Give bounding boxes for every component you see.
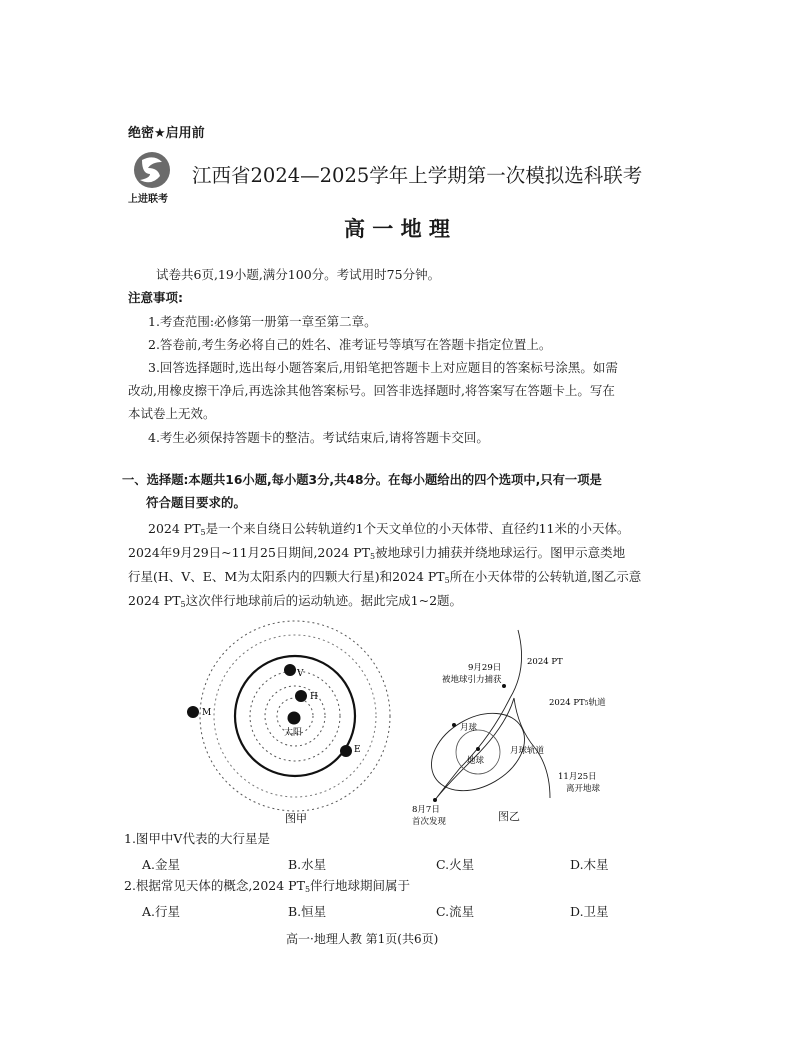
note-item: 3.回答选择题时,选出每小题答案后,用铅笔把答题卡上对应题目的答案标号涂黑。如需 [148,360,618,375]
pt-label: 2024 PT [527,657,563,667]
planet-m-icon [187,706,199,718]
section-heading-cont: 符合题目要求的。 [146,495,247,510]
exam-intro: 试卷共6页,19小题,满分100分。考试用时75分钟。 [156,267,441,282]
note-item: 改动,用橡皮擦干净后,再选涂其他答案标号。回答非选择题时,将答案写在答题卡上。写在 [128,383,615,398]
planet-h-label: H [310,692,318,702]
moon-icon [452,723,456,727]
confidential-label: 绝密★启用前 [128,126,205,141]
note-item: 1.考查范围:必修第一册第一章至第二章。 [148,314,377,329]
question-stem: 1.图甲中V代表的大行星是 [124,831,270,846]
option-d: D.木星 [570,857,609,872]
planet-v-icon [284,664,296,676]
note-item: 2.答卷前,考生务必将自己的姓名、准考证号等填写在答题卡指定位置上。 [148,337,552,352]
moon-label: 月球 [460,723,478,733]
passage-line: 2024 $PT_5$这次伴行地球前后的运动轨迹。据此完成1~2题。 [128,593,463,609]
figure-a-orbits [180,618,420,828]
earth-icon [476,747,480,751]
option-a: A.金星 [142,857,181,872]
sun-icon [288,712,301,725]
leave-text-label: 离开地球 [566,784,601,794]
planet-e-label: E [354,745,361,755]
figure-b-caption: 图乙 [498,810,520,823]
question-stem: 2.根据常见天体的概念,2024 $PT_5$伴行地球期间属于 [124,878,411,894]
orbit-label: 2024 PT5轨道 [549,698,606,708]
exam-title: 江西省2024—2025学年上学期第一次模拟选科联考 [192,164,643,187]
passage-line: 行星(H、V、E、M为太阳系内的四颗大行星)和2024 $PT_5$所在小天体带的公转轨道,图乙示意 [128,569,642,585]
option-a: A.行星 [142,904,181,919]
discovery-point-icon [433,798,437,802]
passage-line: 2024 $PT_5$是一个来自绕日公转轨道约1个天文单位的小天体带、直径约11米的小天体。 [148,521,630,537]
option-b: B.恒星 [288,904,327,919]
capture-point-icon [502,684,506,688]
leave-date-label: 11月25日 [558,772,597,782]
notes-title: 注意事项: [128,290,183,305]
logo-text: 上进联考 [128,194,168,205]
orbit-label-sub: 5 [584,700,589,707]
note-item: 本试卷上无效。 [128,406,216,421]
option-c: C.火星 [436,857,475,872]
section-heading: 一、选择题:本题共16小题,每小题3分,共48分。在每小题给出的四个选项中,只有一项是 [122,473,602,487]
option-c: C.流星 [436,904,475,919]
page-footer: 高一·地理人教 第1页(共6页) [286,932,439,946]
planet-m-label: M [202,708,212,718]
subject-title: 高 一 地 理 [344,217,450,241]
earth-label: 地球 [467,756,485,766]
sun-label: 太阳 [284,728,303,738]
planet-v-label: V [297,669,304,679]
planet-e-icon [340,745,352,757]
found-date-label: 8月7日 [412,805,440,815]
passage-line: 2024年9月29日~11月25日期间,2024 $PT_5$被地球引力捕获并绕地球运行。图甲示意类地 [128,545,626,561]
found-text-label: 首次发现 [412,817,447,827]
moon-orbit-label: 月球轨道 [510,746,545,756]
figure-a-caption: 图甲 [285,812,307,825]
logo [128,150,178,206]
option-b: B.水星 [288,857,327,872]
capture-date-label: 9月29日 [468,663,502,673]
option-d: D.卫星 [570,904,609,919]
note-item: 4.考生必须保持答题卡的整洁。考试结束后,请将答题卡交回。 [148,430,489,445]
capture-text-label: 被地球引力捕获 [442,675,502,685]
planet-h-icon [295,690,307,702]
figure-b-trajectory [410,628,630,828]
